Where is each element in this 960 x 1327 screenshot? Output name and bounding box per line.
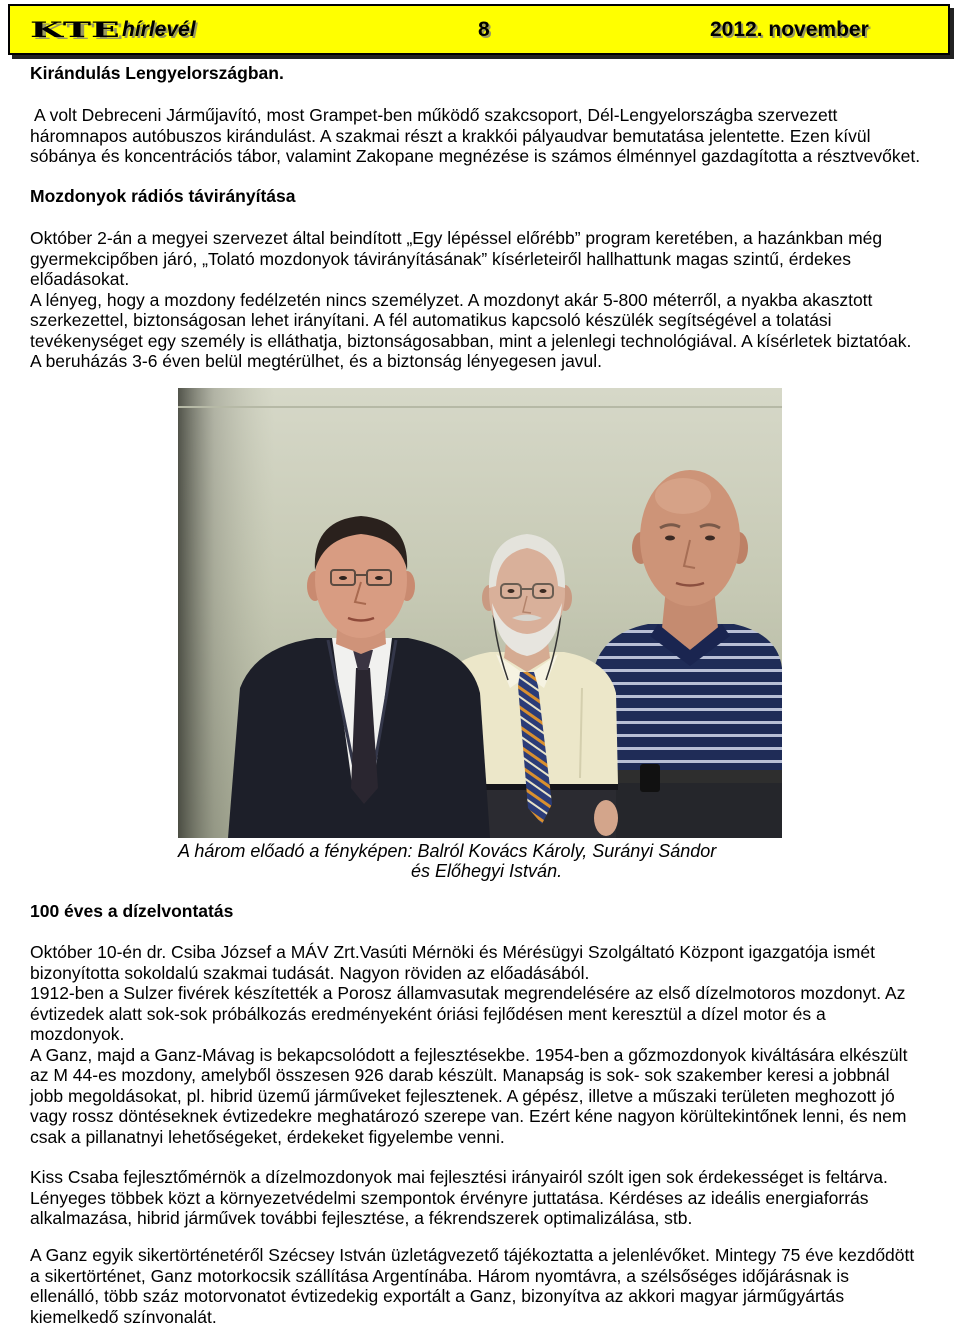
paragraph-line: A Ganz, majd a Ganz-Mávag is bekapcsolódott a fejlesztésekbe. 1954-ben a gőzmozdonyok kiváltására elkészült [30, 1044, 908, 1065]
diesel-paragraph-1 [30, 942, 907, 1147]
speakers-photo [178, 388, 782, 838]
paragraph-line: jobb megoldásokat, pl. hibrid üzemű járműveket fejlesztenek. A gépész, illetve a műszaki területen meghozott jó [30, 1085, 895, 1106]
newsletter-header [8, 4, 950, 55]
right-speaker-belt [603, 770, 782, 783]
paragraph-line: Október 2-án a megyei szervezet által beindított „Egy lépéssel előrébb” program keretében, a hazánkban még [30, 228, 883, 248]
diesel-section-heading-block [30, 901, 233, 922]
paragraph-line: alkalmazása, hibrid járművek további fejlesztése, a fékrendszerek optimalizálása, stb. [30, 1208, 693, 1228]
right-speaker-right-eye [705, 536, 715, 541]
paragraph-line: az M 44-es mozdony, amelyből összesen 926 darab készült. Manapság is sok- sok szakember keresi a jobbnál [30, 1065, 890, 1085]
middle-speaker-hand [594, 800, 618, 836]
paragraph-line: Október 10-én dr. Csiba József a MÁV Zrt.Vasúti Mérnöki és Mérésügyi Szolgáltató Központ igazgatója ismét [30, 942, 875, 962]
paragraph-line: csak a pillanatnyi lehetőségeket, érdekeket figyelembe venni. [30, 1126, 505, 1147]
newsletter-title: hírlevél [122, 18, 196, 41]
paragraph-line: vagy rossz döntéseknek évtizedekre meghatározó szerepe van. Ezért kéne nagyon körültekintőnek lenni, és nem [30, 1106, 907, 1126]
right-speaker-scalp-highlight [655, 478, 711, 514]
trip-paragraph [30, 105, 920, 167]
paragraph-line: 1912-ben a Sulzer fivérek készítették a Porosz államvasutak megrendelésére az első dízelmotoros mozdonyt. Az [30, 983, 906, 1003]
paragraph-line: ellenálló, több száz motorvonatot évtizedekig exportált a Ganz, bizonyítva az akkori magyar járműgyártás [30, 1286, 845, 1306]
paragraph-line: a sikertörténet, Ganz motorkocsik szállítása Argentínába. Három nyomtávra, a szélsőséges időjárásnak is [30, 1265, 849, 1286]
paragraph-line: szerkezettel, biztonságosan lehet irányítani. A fél automatikus kapcsoló készülék segítségével a tolatási [30, 310, 832, 330]
paragraph-line: bizonyította sokoldalú szakmai tudását. Nagyon röviden az előadásából. [30, 962, 590, 983]
photo-caption-line: A három előadó a fényképen: Balról Kovács Károly, Surányi Sándor [178, 841, 717, 861]
paragraph-line: A Ganz egyik sikertörténetéről Szécsey István üzletágvezető tájékoztatta a jelenlévőket. Mintegy 75 éve kezdődött [30, 1245, 915, 1265]
left-speaker-left-eye [339, 576, 347, 580]
brand-logo: KTE [30, 17, 120, 42]
paragraph-line: A lényeg, hogy a mozdony fedélzetén nincs személyzet. A mozdonyt akár 5-800 méterről, a nyakba akasztott [30, 289, 873, 310]
paragraph-line: A volt Debreceni Járműjavító, most Grampet-ben működő szakcsoport, Dél-Lengyelországba szervezett [34, 105, 838, 125]
right-speaker-trousers [603, 782, 782, 838]
paragraph-line: kiemelkedő színvonalát. [30, 1306, 217, 1327]
paragraph-line: Lényeges többek közt a környezetvédelmi szempontok érvényre juttatása. Kérdéses az ideális energiaforrás [30, 1187, 869, 1208]
paragraph-line: tevékenységet egy személy is elláthatja, biztonságosabban, mint a jelenlegi technológiával. A kísérletek biztatóak. [30, 330, 912, 351]
speakers-photo-image [178, 388, 782, 838]
trip-section-heading-block [30, 63, 284, 84]
middle-speaker-left-eye [508, 589, 515, 593]
paragraph-line: A beruházás 3-6 éven belül megtérülhet, és a biztonság lényegesen javul. [30, 351, 603, 371]
paragraph-line: évtizedek alatt sok-sok próbálkozás eredményeként óriási fejlődésen ment keresztül a dízel motor és a [30, 1003, 826, 1024]
middle-speaker-right-eye [540, 589, 547, 593]
photo-caption-line: és Előhegyi István. [411, 861, 563, 881]
issue-date: 2012. november [710, 18, 869, 41]
section-heading: Kirándulás Lengyelországban. [30, 63, 284, 83]
paragraph-line: sóbánya és koncentrációs tábor, valamint Zakopane megnézése is számos élménnyel gazdagította a résztvevőket. [30, 146, 921, 166]
section-heading: Mozdonyok rádiós távirányítása [30, 186, 296, 206]
page-number: 8 [478, 18, 490, 41]
paragraph-line: gyermekcipőben járó, „Tolató mozdonyok távirányításának” kísérleteiről hallhattunk magas szintű, érdekes [30, 248, 851, 269]
diesel-paragraph-3 [30, 1245, 914, 1327]
paragraph-line: mozdonyok. [30, 1024, 125, 1044]
paragraph-line: előadásokat. [30, 269, 130, 289]
right-speaker-pager [640, 764, 660, 792]
right-speaker-left-eye [665, 536, 675, 541]
left-speaker-right-eye [375, 576, 383, 580]
paragraph-line: Kiss Csaba fejlesztőmérnök a dízelmozdonyok mai fejlesztési irányairól szólt igen sok érdekességet is feltárva. [30, 1167, 888, 1187]
remote-paragraph [30, 228, 911, 372]
wall-line [178, 406, 782, 408]
remote-section-heading-block [30, 186, 296, 207]
paragraph-line: háromnapos autóbuszos kirándulást. A szakmai részt a krakkói pályaudvar bemutatása jelentette. Ezen kívül [30, 125, 871, 146]
section-heading: 100 éves a dízelvontatás [30, 901, 234, 921]
diesel-paragraph-2 [30, 1167, 888, 1229]
